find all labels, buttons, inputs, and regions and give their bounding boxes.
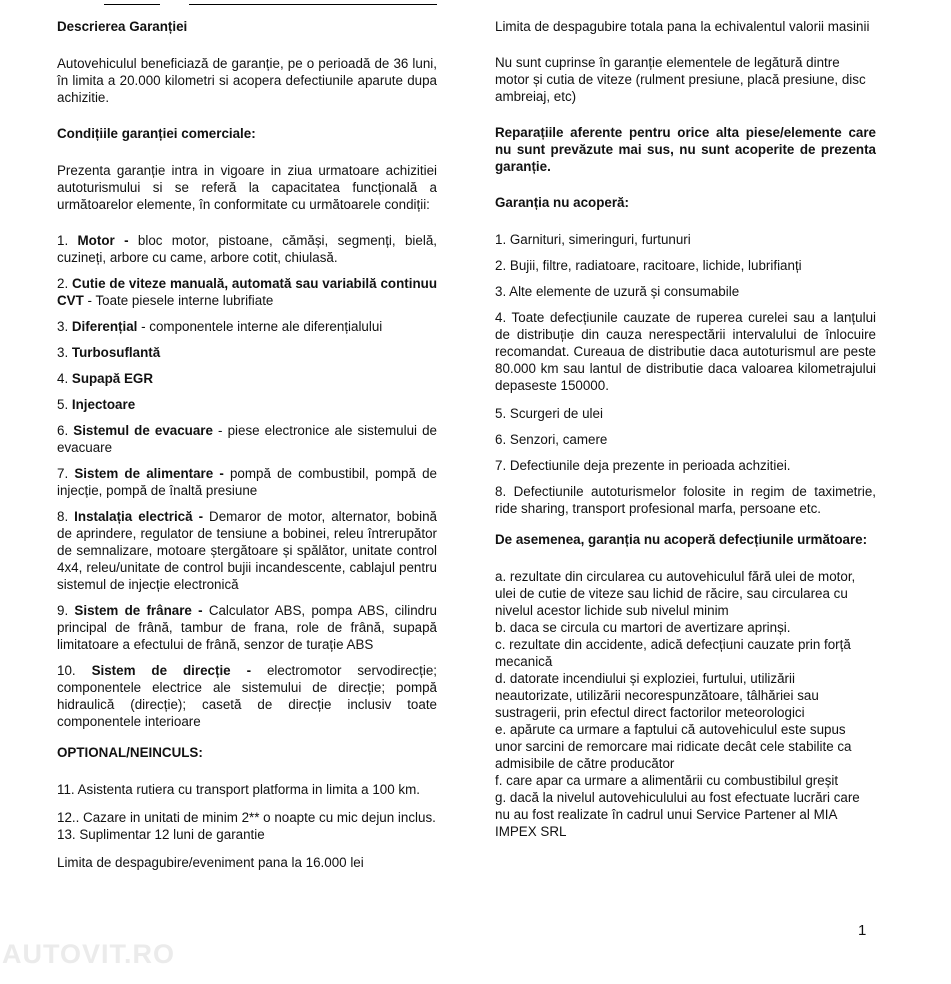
text-block	[495, 283, 876, 300]
text-segment: b. daca se circula cu martori de avertizare aprinși.	[495, 620, 791, 635]
text-block	[495, 124, 876, 175]
bold-text-segment: Diferențial	[71, 319, 138, 334]
text-block	[57, 422, 437, 456]
section-heading	[495, 531, 876, 548]
text-segment: Limita de despagubire/eveniment pana la 16.000 lei	[57, 855, 364, 870]
text-segment: 12.. Cazare in unitati de minim 2** o noapte cu mic dejun inclus.	[57, 810, 436, 825]
text-block	[495, 405, 876, 422]
text-block	[57, 508, 437, 593]
bold-text-segment: Reparațiile aferente pentru orice alta piese/elemente care nu sunt prevăzute mai sus, nu sunt acoperite de prezenta garanție.	[495, 125, 876, 174]
bold-text-segment: Injectoare	[71, 397, 136, 412]
text-block	[495, 636, 876, 670]
text-segment: 10.	[57, 663, 92, 678]
bold-text-segment: Turbosuflantă	[71, 345, 161, 360]
text-block	[57, 318, 437, 335]
text-block	[57, 854, 437, 871]
text-segment: 3.	[57, 345, 72, 360]
text-block	[495, 789, 876, 840]
bold-text-segment: Motor -	[77, 233, 138, 248]
text-segment: 6.	[57, 423, 74, 438]
text-segment: Calculator ABS, pompa ABS, cilindru principal de frână, tambur de frana, role de frână, supapă limitatoare a efectului de frână, senzor de turație ABS	[57, 603, 437, 652]
text-block	[57, 55, 437, 106]
text-segment: 8.	[57, 509, 75, 524]
text-segment: c. rezultate din accidente, adică defecțiuni cauzate prin forță mecanică	[495, 637, 851, 669]
text-block	[57, 826, 437, 843]
text-segment: 9.	[57, 603, 75, 618]
text-segment: d. datorate incendiului și exploziei, furtului, utilizării neautorizate, utilizării necorespunzătoare, tâlhăriei sau sustragerii, prin efectul direct factorilor meteorologici	[495, 671, 819, 720]
text-block	[495, 721, 876, 772]
text-segment: Demaror de motor, alternator, bobină de aprindere, regulator de tensiune a bobinei, releu întrerupător de semnalizare, motoare ștergătoare și spălător, unitate control 4x4, releu/unitate de control bujii incandescente, cablajul pentru sistemul de injecție electronică	[57, 509, 437, 592]
text-segment: e. apărute ca urmare a faptului că autovehiculul este supus unor sarcini de remorcare mai ridicate decât cele stabilite ca admisibile de către producător	[495, 722, 852, 771]
text-block	[495, 772, 876, 789]
text-block	[57, 275, 437, 309]
text-segment: 3.	[57, 319, 72, 334]
text-segment: 5.	[57, 397, 72, 412]
text-segment: 8. Defectiunile autoturismelor folosite in regim de taximetrie, ride sharing, transport profesional marfa, persoane etc.	[495, 484, 876, 516]
text-block	[57, 662, 437, 730]
text-segment: Autovehiculul beneficiază de garanție, pe o perioadă de 36 luni, în limita a 20.000 kilometri si acopera defectiunile aparute dupa achizitie.	[57, 56, 437, 105]
cutoff-underline	[104, 0, 160, 5]
bold-text-segment: Sistem de alimentare -	[74, 466, 230, 481]
bold-text-segment: Condițiile garanției comerciale:	[57, 126, 256, 141]
text-segment: Limita de despagubire totala pana la echivalentul valorii masinii	[495, 19, 870, 34]
text-segment: Nu sunt cuprinse în garanție elementele de legătură dintre motor și cutia de viteze (rulment presiune, placă presiune, disc ambreiaj, etc)	[495, 55, 866, 104]
text-block	[495, 619, 876, 636]
bold-text-segment: Sistem de direcție -	[91, 663, 267, 678]
text-block	[57, 162, 437, 213]
text-block	[57, 232, 437, 266]
text-block	[495, 54, 876, 105]
text-block	[495, 257, 876, 274]
bold-text-segment: De asemenea, garanția nu acoperă defecțiunile următoare:	[495, 532, 868, 547]
right-column	[495, 18, 876, 840]
text-segment: bloc motor, pistoane, cămăși, segmenți, bielă, cuzineți, arbore cu came, arbore cotit, chiulasă.	[57, 233, 437, 265]
text-segment: 1. Garnituri, simeringuri, furtunuri	[495, 232, 691, 247]
section-heading	[57, 125, 437, 142]
text-block	[57, 396, 437, 413]
bold-text-segment: Sistem de frânare -	[74, 603, 209, 618]
text-segment: 2. Bujii, filtre, radiatoare, racitoare, lichide, lubrifianți	[495, 258, 802, 273]
cutoff-underline	[189, 0, 437, 5]
text-segment: 11. Asistenta rutiera cu transport platforma in limita a 100 km.	[57, 782, 420, 797]
text-segment: g. dacă la nivelul autovehiculului au fost efectuate lucrări care nu au fost realizate în cadrul unui Service Partener al MIA IMPEX SRL	[495, 790, 860, 839]
text-block	[57, 781, 437, 798]
text-segment: pompă de combustibil, pompă de injecție, pompă de înaltă presiune	[57, 466, 438, 498]
bold-text-segment: Sistemul de evacuare	[73, 423, 213, 438]
text-block	[495, 457, 876, 474]
section-heading	[495, 194, 876, 211]
text-segment: Prezenta garanție intra in vigoare in ziua urmatoare achizitiei autoturismului si se referă la capacitatea funcțională a următoarelor elemente, în conformitate cu următoarele condiții:	[57, 163, 437, 212]
text-segment: 2.	[57, 276, 73, 291]
text-block	[57, 809, 437, 826]
page-number: 1	[858, 922, 867, 939]
text-segment: electromotor servodirecție; componentele electrice ale sistemului de direcție; pompă hidraulică (direcție); casetă de direcție inclusiv toate componentele interioare	[57, 663, 437, 729]
text-block	[57, 344, 437, 361]
text-segment: 4. Toate defecțiunile cauzate de ruperea curelei sau a lanțului de distribuție din cauza nerespectării intervalului de înlocuire recomandat. Cureaua de distributie daca autoturismul are peste 80.000 km sau lantul de distributie daca valoarea kilometrajului depaseste 150000.	[495, 310, 876, 393]
text-block	[495, 431, 876, 448]
text-block	[495, 670, 876, 721]
text-block	[57, 370, 437, 387]
bold-text-segment: Descrierea Garanției	[57, 19, 188, 34]
text-segment: - piese electronice ale sistemului de evacuare	[57, 423, 437, 455]
text-segment: f. care apar ca urmare a alimentării cu combustibilul greșit	[495, 773, 839, 788]
text-block	[57, 465, 437, 499]
bold-text-segment: Garanția nu acoperă:	[495, 195, 629, 210]
text-block	[495, 18, 876, 35]
text-segment: 6. Senzori, camere	[495, 432, 608, 447]
text-segment: a. rezultate din circularea cu autovehiculul fără ulei de motor, ulei de cutie de viteze sau lichid de răcire, sau circularea cu nivelul acestor lichide sub nivelul minim	[495, 569, 856, 618]
text-block	[495, 568, 876, 619]
text-segment: 4.	[57, 371, 72, 386]
left-column	[57, 18, 437, 890]
bold-text-segment: Instalația electrică -	[74, 509, 210, 524]
text-segment: 3. Alte elemente de uzură și consumabile	[495, 284, 740, 299]
text-segment: 1.	[57, 233, 78, 248]
bold-text-segment: Supapă EGR	[71, 371, 153, 386]
text-block	[495, 309, 876, 394]
watermark-logo: AUTOVIT.RO	[2, 939, 176, 969]
text-segment: 13. Suplimentar 12 luni de garantie	[57, 827, 265, 842]
text-block	[495, 231, 876, 248]
text-block	[495, 483, 876, 517]
text-segment: 7. Defectiunile deja prezente in perioada achzitiei.	[495, 458, 791, 473]
text-segment: 7.	[57, 466, 75, 481]
text-segment: 5. Scurgeri de ulei	[495, 406, 603, 421]
text-block	[57, 602, 437, 653]
section-heading	[57, 744, 437, 761]
bold-text-segment: Cutie de viteze manuală, automată sau variabilă continuu CVT	[57, 276, 438, 308]
text-segment: - componentele interne ale diferențialului	[137, 319, 383, 334]
section-heading	[57, 18, 437, 35]
bold-text-segment: OPTIONAL/NEINCULS:	[57, 745, 203, 760]
text-segment: - Toate piesele interne lubrifiate	[83, 293, 274, 308]
